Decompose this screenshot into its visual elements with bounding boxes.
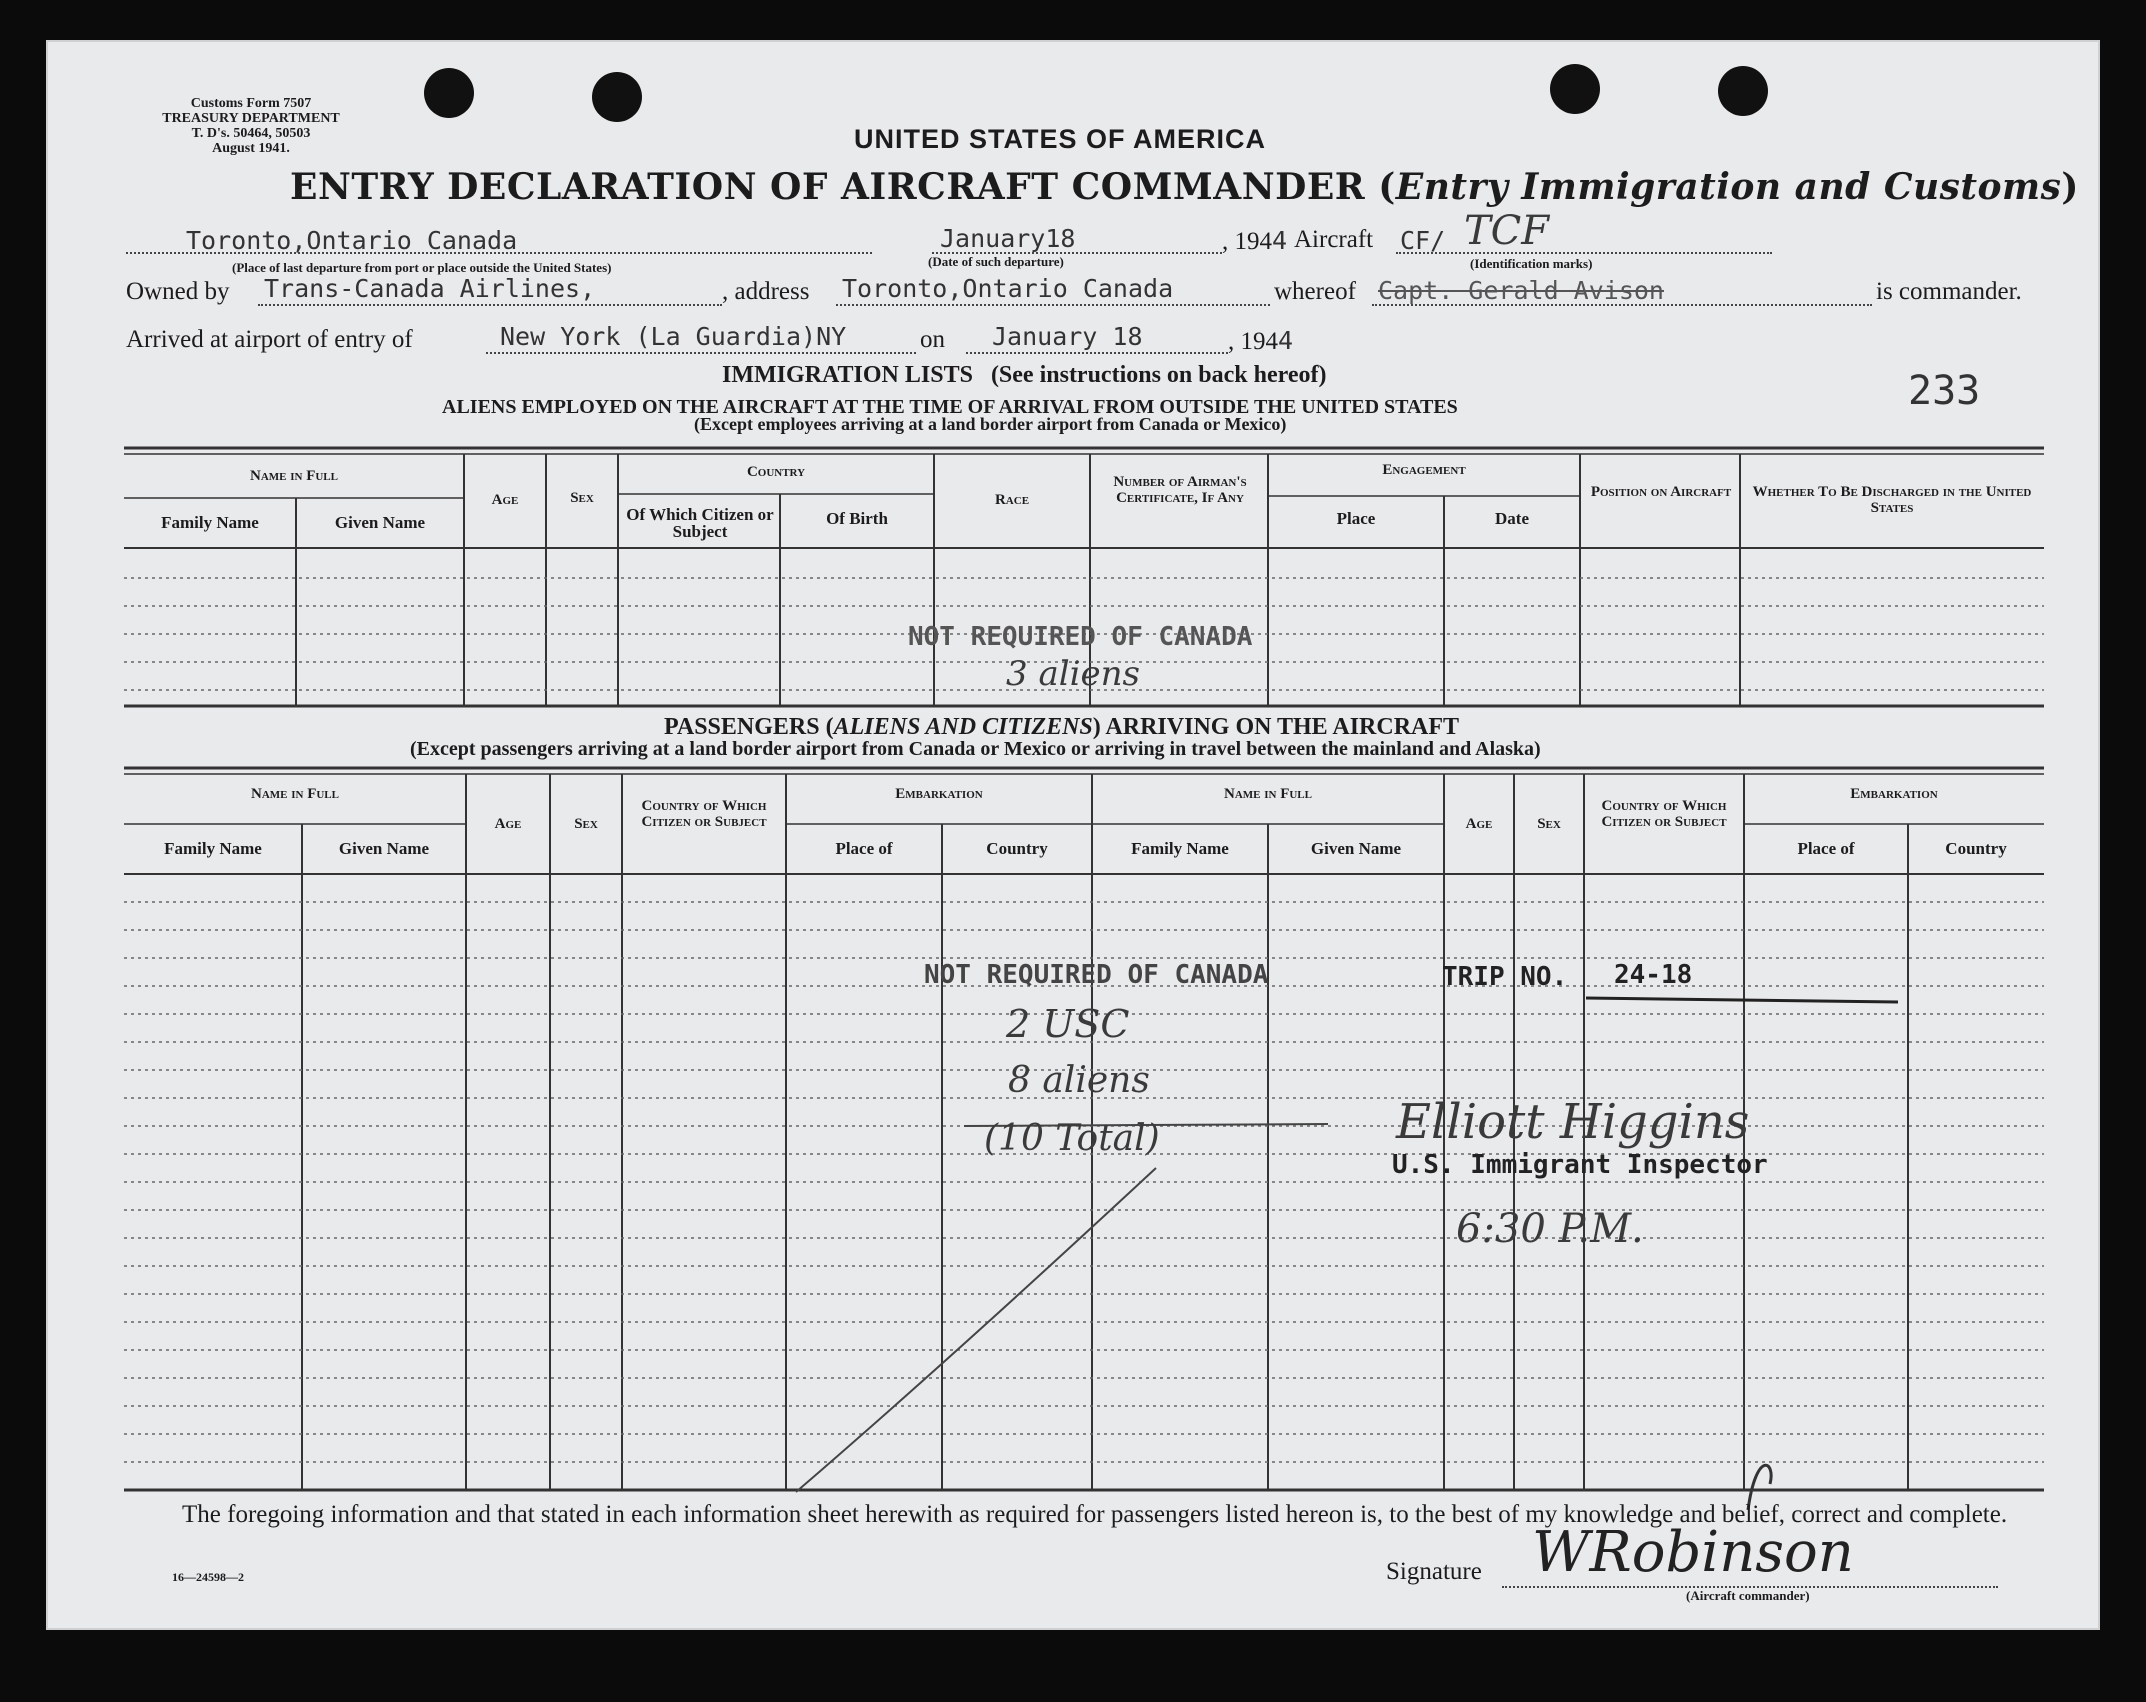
address-label: , address xyxy=(722,278,810,305)
immigration-subtitle: ALIENS EMPLOYED ON THE AIRCRAFT AT THE TIME OF ARRIVAL FROM OUTSIDE THE UNITED STATES xyxy=(442,396,1458,418)
departure-place-caption: (Place of last departure from port or place outside the United States) xyxy=(232,260,612,275)
col-name-in-full: Name in Full xyxy=(249,468,338,484)
country-heading: UNITED STATES OF AMERICA xyxy=(854,124,1266,154)
passengers-title-a: PASSENGERS ( xyxy=(664,714,834,740)
pcol-family-name-2: Family Name xyxy=(1131,839,1229,858)
col-engagement: Engagement xyxy=(1382,462,1466,478)
pcol-country-citizen: Country of Which Citizen or Subject xyxy=(641,798,767,830)
form-number: Customs Form 7507 xyxy=(190,96,312,111)
pcol-embarkation: Embarkation xyxy=(895,786,983,802)
pcol-given-name: Given Name xyxy=(338,839,430,858)
immigration-title-text: IMMIGRATION LISTS xyxy=(722,362,973,388)
arrival-on-label: on xyxy=(920,326,945,353)
departure-place: Toronto,Ontario Canada xyxy=(186,226,518,255)
pen-stroke-diagonal xyxy=(796,1168,1156,1492)
arrival-year-prefix: , 194 xyxy=(1228,328,1278,355)
commander-signature: WRobinson xyxy=(1532,1520,1854,1585)
passengers-subnote: (Except passengers arriving at a land border airport from Canada or Mexico or arriving in travel between the mainland and Alaska) xyxy=(410,738,1541,760)
arrival-year-digit: 4 xyxy=(1278,326,1294,355)
citizens-count-note: 2 USC xyxy=(1006,1002,1130,1046)
form-grid xyxy=(46,40,2100,1630)
passengers-title-italic: ALIENS AND CITIZENS xyxy=(833,714,1093,740)
aircraft-caption: (Identification marks) xyxy=(1470,256,1593,271)
pcol-age-2: Age xyxy=(1465,816,1493,832)
arrival-label: Arrived at airport of entry of xyxy=(126,326,413,353)
owner-label: Owned by xyxy=(126,278,230,305)
signature-label: Signature xyxy=(1386,1558,1482,1585)
pcol-sex-2: Sex xyxy=(1537,816,1561,832)
aircraft-marks: TCF xyxy=(1464,208,1550,254)
pcol-family-name: Family Name xyxy=(164,839,262,858)
form-sheet xyxy=(46,40,2100,1630)
aliens-count-note: 3 aliens xyxy=(1006,654,1140,694)
col-position: Position on Aircraft xyxy=(1590,484,1732,500)
col-country: Country xyxy=(746,464,806,480)
pcol-country-citizen-2: Country of Which Citizen or Subject xyxy=(1601,798,1727,830)
col-sex: Sex xyxy=(570,490,594,506)
pcol-country: Country xyxy=(986,839,1048,858)
passengers-not-required-stamp: NOT REQUIRED OF CANADA xyxy=(924,960,1269,990)
aliens-not-required-stamp: NOT REQUIRED OF CANADA xyxy=(908,622,1253,652)
pcol-sex: Sex xyxy=(574,816,598,832)
print-code: 16—24598—2 xyxy=(172,1570,244,1584)
owner-address: Toronto,Ontario Canada xyxy=(842,274,1174,303)
form-title-end: ) xyxy=(2061,166,2079,208)
pcol-place-of: Place of xyxy=(835,839,893,858)
arrival-time-note: 6:30 P.M. xyxy=(1456,1206,1644,1252)
trip-number: 24-18 xyxy=(1614,960,1693,990)
inspector-title: U.S. Immigrant Inspector xyxy=(1392,1150,1768,1180)
col-birth: Of Birth xyxy=(826,509,888,528)
pcol-name-in-full-2: Name in Full xyxy=(1223,786,1312,802)
form-date: August 1941. xyxy=(212,141,290,156)
immigration-title-note: (See instructions on back hereof) xyxy=(990,362,1327,388)
pcol-given-name-2: Given Name xyxy=(1310,839,1402,858)
page-number: 233 xyxy=(1908,368,1981,414)
pcol-country-2: Country xyxy=(1945,839,2007,858)
arrival-date: January 18 xyxy=(992,322,1143,351)
signature-caption: (Aircraft commander) xyxy=(1686,1588,1810,1603)
departure-year-prefix: , 194 xyxy=(1222,228,1272,255)
aircraft-label: Aircraft xyxy=(1294,226,1374,253)
form-title-main: ENTRY DECLARATION OF AIRCRAFT COMMANDER ( xyxy=(290,166,1396,208)
form-td: T. D's. 50464, 50503 xyxy=(191,126,311,141)
col-family-name: Family Name xyxy=(161,513,259,532)
commander-name: Capt. Gerald Avison xyxy=(1378,276,1664,305)
total-count-note: (10 Total) xyxy=(984,1118,1160,1159)
trip-label: TRIP NO. xyxy=(1442,962,1568,992)
col-place: Place xyxy=(1336,509,1376,528)
owner-value: Trans-Canada Airlines, xyxy=(264,274,596,303)
departure-date: January18 xyxy=(940,224,1076,253)
whereof-label: whereof xyxy=(1274,278,1356,305)
pcol-name-in-full: Name in Full xyxy=(250,786,339,802)
arrival-airport: New York (La Guardia)NY xyxy=(500,322,847,351)
passengers-title xyxy=(664,714,1459,741)
aliens-count-note-passengers: 8 aliens xyxy=(1008,1060,1150,1101)
col-age: Age xyxy=(491,492,519,508)
form-title-italic: Entry Immigration and Customs xyxy=(1395,166,2062,208)
pcol-place-of-2: Place of xyxy=(1797,839,1855,858)
departure-year-digit: 4 xyxy=(1272,226,1288,255)
pcol-embarkation-2: Embarkation xyxy=(1850,786,1938,802)
col-date: Date xyxy=(1495,509,1529,528)
declaration-text: The foregoing information and that stated in each information sheet herewith as required for passengers listed hereon is, to the best of my knowledge and belief, correct and complete. xyxy=(182,1501,2008,1528)
pen-underline-trip xyxy=(1586,998,1898,1002)
aircraft-prefix: CF/ xyxy=(1400,226,1446,255)
inspector-signature: Elliott Higgins xyxy=(1396,1094,1750,1150)
immigration-subnote: (Except employees arriving at a land border airport from Canada or Mexico) xyxy=(694,414,1287,434)
col-discharged: Whether To Be Discharged in the United States xyxy=(1752,484,2032,516)
commander-suffix: is commander. xyxy=(1876,278,2022,305)
departure-date-caption: (Date of such departure) xyxy=(928,254,1064,269)
passengers-title-b: ) ARRIVING ON THE AIRCRAFT xyxy=(1092,714,1460,740)
col-citizen: Of Which Citizen or Subject xyxy=(626,505,774,541)
col-airman-cert: Number of Airman's Certificate, If Any xyxy=(1113,474,1247,506)
form-department: TREASURY DEPARTMENT xyxy=(162,111,340,126)
col-given-name: Given Name xyxy=(334,513,426,532)
col-race: Race xyxy=(994,492,1030,508)
pcol-age: Age xyxy=(494,816,522,832)
